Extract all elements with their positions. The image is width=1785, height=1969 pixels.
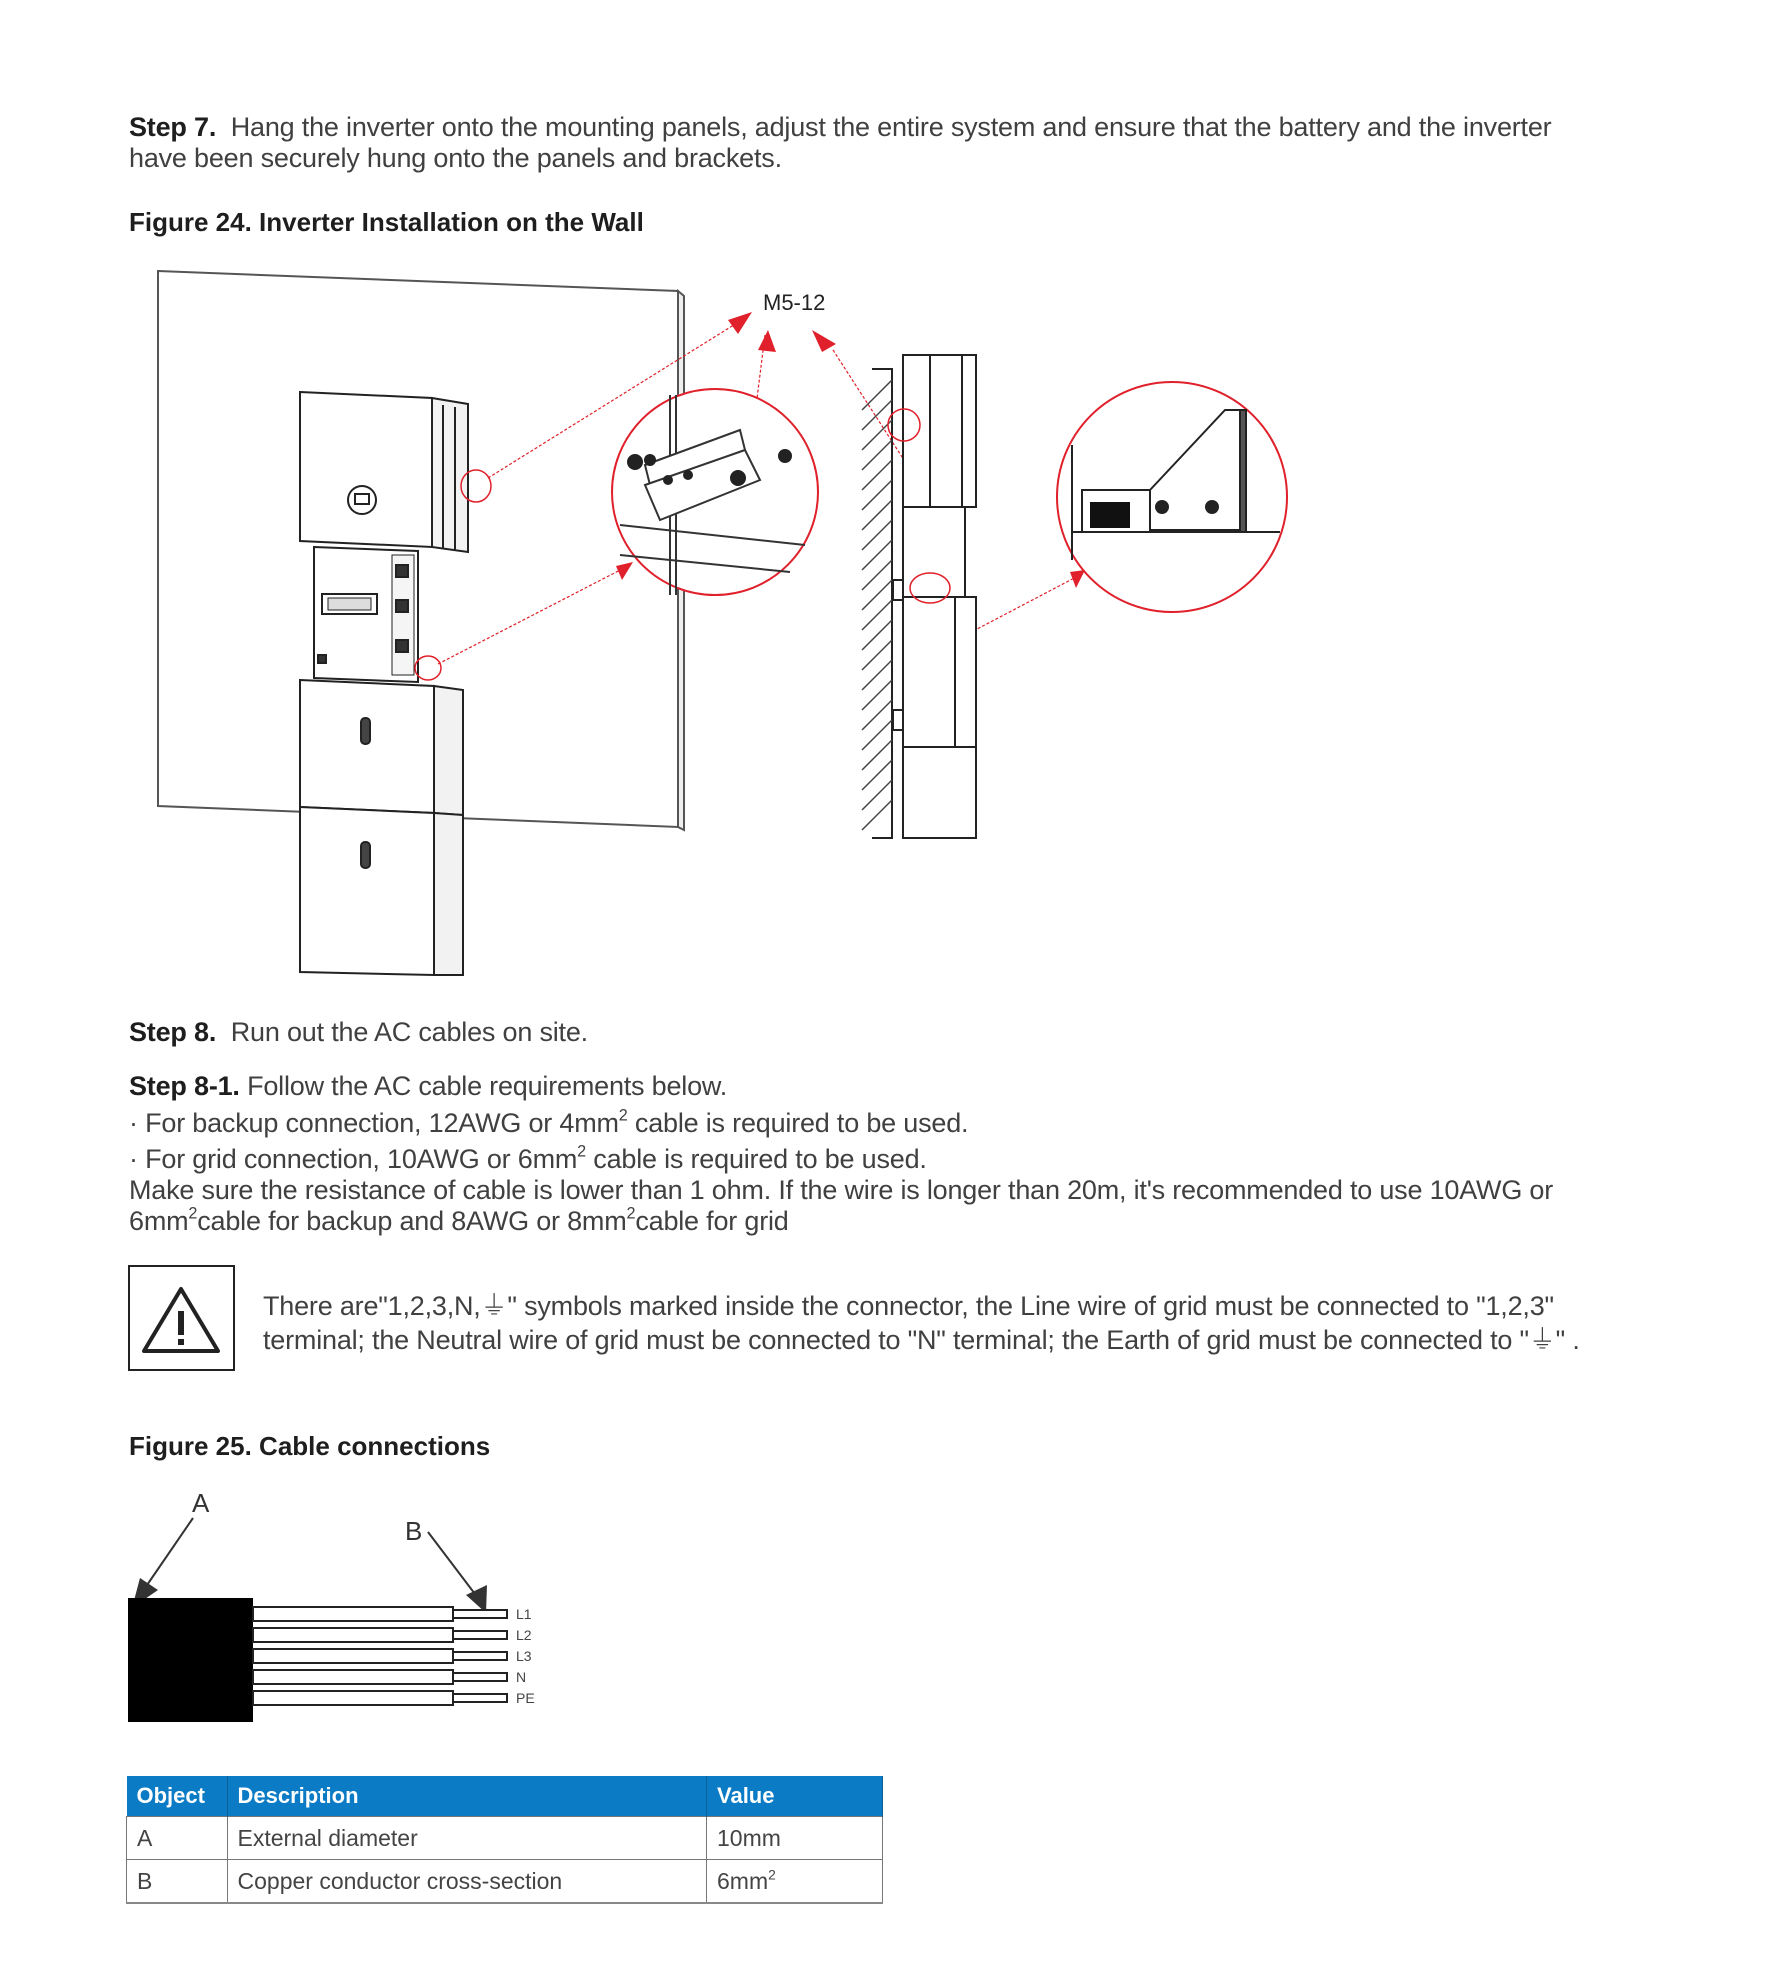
detail-circle-hook bbox=[1057, 382, 1287, 612]
bullet-backup-text: · For backup connection, 12AWG or 4mm bbox=[129, 1108, 619, 1138]
table-row bbox=[127, 1817, 883, 1860]
wire-group bbox=[253, 1606, 535, 1706]
cell-description: Copper conductor cross-section bbox=[227, 1860, 707, 1904]
wire-insulation bbox=[253, 1691, 453, 1705]
wire-conductor bbox=[453, 1673, 507, 1681]
cable-jacket bbox=[128, 1598, 253, 1722]
superscript: 2 bbox=[768, 1866, 776, 1882]
bullet-backup bbox=[129, 1108, 968, 1139]
cell-object: A bbox=[127, 1817, 228, 1860]
arrow-b-line bbox=[428, 1532, 478, 1598]
arrow-b-head bbox=[466, 1585, 487, 1613]
wire-insulation bbox=[253, 1670, 453, 1684]
superscript: 2 bbox=[626, 1204, 636, 1223]
warning-text-line2: terminal; the Neutral wire of grid must be connected to "N" terminal; the Earth of grid must be connected to "⏚" . bbox=[263, 1325, 1580, 1355]
wire-insulation bbox=[253, 1628, 453, 1642]
screw-spec-label: M5-12 bbox=[763, 290, 826, 315]
step7-label: Step 7. bbox=[129, 112, 217, 142]
wire-insulation bbox=[253, 1649, 453, 1663]
superscript: 2 bbox=[618, 1106, 628, 1125]
table-row bbox=[127, 1860, 883, 1904]
wire-conductor bbox=[453, 1631, 507, 1639]
wall-hatching bbox=[862, 380, 892, 830]
side-view bbox=[862, 355, 976, 838]
resistance-note-line1: Make sure the resistance of cable is lower than 1 ohm. If the wire is longer than 20m, it's recommended to use 10AWG or bbox=[129, 1175, 1554, 1205]
wire-conductor bbox=[453, 1610, 507, 1618]
value-text: 6mm bbox=[717, 1867, 769, 1894]
resistance-note-line2 bbox=[129, 1206, 789, 1237]
cell-description: External diameter bbox=[227, 1817, 707, 1860]
header-value: Value bbox=[707, 1776, 883, 1817]
inverter-front bbox=[300, 392, 468, 552]
detail-circle-bracket bbox=[612, 389, 818, 595]
note-part: 6mm bbox=[129, 1206, 189, 1236]
superscript: 2 bbox=[577, 1142, 586, 1161]
wire-label: N bbox=[516, 1669, 527, 1685]
step7-text: Hang the inverter onto the mounting panels, adjust the entire system and ensure that the battery and the inverter bbox=[230, 112, 1552, 142]
bullet-grid-text: · For grid connection, 10AWG or 6mm bbox=[129, 1144, 578, 1174]
step8-1-line bbox=[129, 1071, 727, 1102]
connector-block bbox=[1090, 502, 1130, 528]
warning-triangle-icon bbox=[130, 1267, 233, 1369]
header-description: Description bbox=[227, 1776, 707, 1817]
cable-spec-table bbox=[126, 1776, 883, 1904]
step8-line bbox=[129, 1017, 588, 1048]
bullet-grid bbox=[129, 1144, 927, 1175]
note-part: cable for backup and 8AWG or 8mm bbox=[197, 1206, 627, 1236]
warning-text-line1: There are"1,2,3,N,⏚" symbols marked inside the connector, the Line wire of grid must be connected to "1,2,3" bbox=[263, 1291, 1554, 1321]
note-part: cable for grid bbox=[635, 1206, 789, 1236]
figure25-title: Figure 25. Cable connections bbox=[129, 1431, 491, 1461]
middle-module bbox=[314, 547, 418, 682]
cell-value bbox=[707, 1817, 883, 1860]
table-header-row bbox=[127, 1776, 883, 1817]
cell-object: B bbox=[127, 1860, 228, 1904]
wire-label: L2 bbox=[516, 1627, 532, 1643]
superscript: 2 bbox=[188, 1204, 198, 1223]
step8-1-text: Follow the AC cable requirements below. bbox=[247, 1071, 728, 1101]
arrow-a-line bbox=[145, 1518, 193, 1588]
wire-label: L1 bbox=[516, 1606, 532, 1622]
wire-conductor bbox=[453, 1652, 507, 1660]
label-a: A bbox=[192, 1488, 210, 1518]
cell-value bbox=[707, 1860, 883, 1904]
wire-label: PE bbox=[516, 1690, 535, 1706]
cable-diagram bbox=[0, 1470, 600, 1740]
step8-label: Step 8. bbox=[129, 1017, 217, 1047]
wire-conductor bbox=[453, 1694, 507, 1702]
warning-box bbox=[128, 1265, 235, 1371]
step7-line2: have been securely hung onto the panels and brackets. bbox=[129, 143, 782, 173]
step8-text: Run out the AC cables on site. bbox=[230, 1017, 588, 1047]
figure24-title: Figure 24. Inverter Installation on the Wall bbox=[129, 207, 644, 237]
bullet-backup-suffix: cable is required to be used. bbox=[627, 1108, 969, 1138]
wire-insulation bbox=[253, 1607, 453, 1621]
value-text: 10mm bbox=[717, 1824, 781, 1851]
header-object: Object bbox=[127, 1776, 228, 1817]
battery-front bbox=[300, 680, 463, 975]
bullet-grid-suffix: cable is required to be used. bbox=[585, 1144, 927, 1174]
step8-1-label: Step 8-1. bbox=[129, 1071, 240, 1101]
wire-label: L3 bbox=[516, 1648, 532, 1664]
label-b: B bbox=[405, 1516, 423, 1546]
